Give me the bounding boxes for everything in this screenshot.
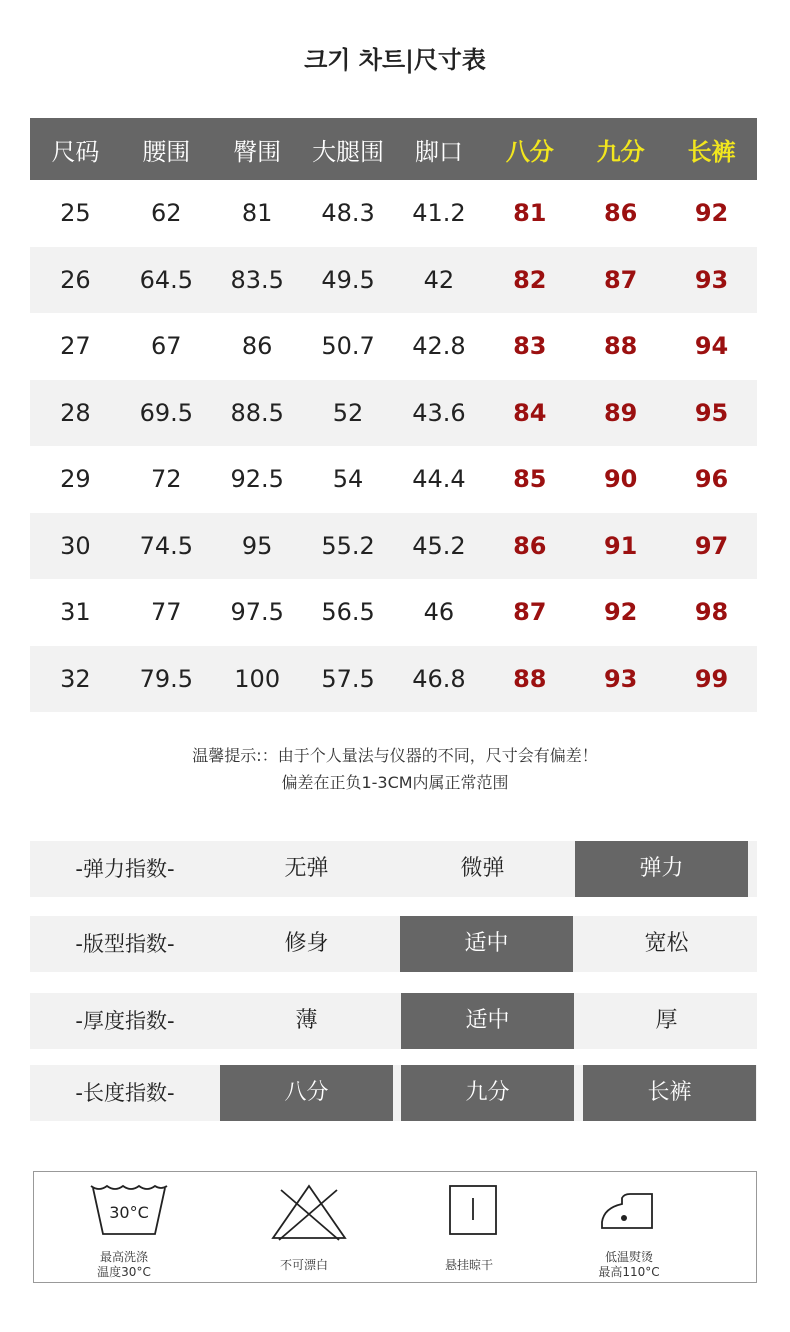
table-cell: 86 xyxy=(513,531,547,560)
length-index xyxy=(30,1065,757,1121)
table-cell: 95 xyxy=(241,531,273,560)
table-header xyxy=(30,118,757,180)
table-row xyxy=(30,513,757,580)
size-notice xyxy=(0,742,790,796)
table-cell: 25 xyxy=(60,199,91,228)
table-row xyxy=(30,646,757,713)
table-cell: 94 xyxy=(694,332,729,361)
table-cell: 42 xyxy=(423,265,455,294)
table-cell: 49.5 xyxy=(321,265,375,294)
table-cell: 64.5 xyxy=(139,265,194,294)
header-thigh: 大腿围 xyxy=(312,137,385,166)
table-cell: 87 xyxy=(603,265,638,294)
table-cell: 81 xyxy=(513,199,547,228)
table-cell: 85 xyxy=(513,465,547,494)
thickness-option-thin: 薄 xyxy=(295,1008,318,1033)
table-cell: 82 xyxy=(513,265,547,294)
table-cell: 72 xyxy=(151,465,182,494)
size-table xyxy=(30,118,757,712)
care-instructions xyxy=(33,1171,757,1283)
care-wash xyxy=(54,1172,194,1284)
table-cell: 97 xyxy=(694,531,729,560)
table-cell: 95 xyxy=(694,398,729,427)
care-wash-line-1: 最高洗涤 xyxy=(99,1250,148,1264)
table-cell: 88 xyxy=(513,664,547,693)
table-cell: 46 xyxy=(423,598,455,627)
table-row xyxy=(30,313,757,380)
wash-temp-label: 30°C xyxy=(109,1203,149,1222)
table-cell: 89 xyxy=(603,398,638,427)
table-row xyxy=(30,446,757,513)
table-cell: 56.5 xyxy=(321,598,375,627)
header-ankle-length: 九分 xyxy=(596,137,645,166)
thickness-option-thick: 厚 xyxy=(655,1008,678,1033)
table-cell: 86 xyxy=(603,199,638,228)
table-cell: 41.2 xyxy=(412,199,466,228)
fit-label: -版型指数- xyxy=(75,932,175,956)
length-option-ankle: 九分 xyxy=(401,1065,574,1121)
table-cell: 88.5 xyxy=(230,398,284,427)
table-cell: 31 xyxy=(60,598,91,627)
table-cell: 83 xyxy=(513,332,547,361)
care-iron-line-2: 最高110°C xyxy=(598,1265,660,1279)
table-cell: 90 xyxy=(603,465,638,494)
table-cell: 43.6 xyxy=(412,398,466,427)
hang-dry-icon xyxy=(434,1182,514,1242)
table-cell: 67 xyxy=(151,332,182,361)
table-row xyxy=(30,579,757,646)
elasticity-label: -弹力指数- xyxy=(75,857,175,881)
length-option-cropped: 八分 xyxy=(220,1065,393,1121)
table-cell: 97.5 xyxy=(230,598,284,627)
fit-option-loose: 宽松 xyxy=(644,931,689,956)
fit-option-slim: 修身 xyxy=(284,931,329,956)
table-cell: 74.5 xyxy=(139,531,194,560)
table-cell: 45.2 xyxy=(412,531,466,560)
header-full-length: 长裤 xyxy=(687,137,736,166)
header-cropped-length: 八分 xyxy=(505,137,554,166)
table-cell: 98 xyxy=(694,598,729,627)
table-row xyxy=(30,247,757,314)
length-option-full: 长裤 xyxy=(583,1065,756,1121)
wash-30-icon xyxy=(89,1182,169,1242)
care-iron xyxy=(559,1172,699,1284)
table-cell: 93 xyxy=(694,265,729,294)
table-cell: 54 xyxy=(332,465,364,494)
length-label: -长度指数- xyxy=(75,1081,175,1105)
header-leg-opening: 脚口 xyxy=(414,137,463,166)
no-bleach-icon xyxy=(269,1182,349,1242)
care-iron-line-1: 低温熨烫 xyxy=(604,1250,653,1264)
header-waist: 腰围 xyxy=(142,137,191,166)
table-cell: 93 xyxy=(603,664,638,693)
table-cell: 96 xyxy=(694,465,729,494)
table-cell: 69.5 xyxy=(139,398,194,427)
table-cell: 92.5 xyxy=(230,465,284,494)
table-cell: 32 xyxy=(60,664,91,693)
table-cell: 92 xyxy=(603,598,638,627)
table-cell: 44.4 xyxy=(412,465,466,494)
table-cell: 48.3 xyxy=(321,199,375,228)
notice-line-1: 温馨提示:：由于个人量法与仪器的不同，尺寸会有偏差！ xyxy=(192,746,598,765)
table-cell: 29 xyxy=(60,465,91,494)
care-bleach-line-1: 不可漂白 xyxy=(279,1258,328,1272)
low-iron-icon xyxy=(594,1182,674,1242)
table-cell: 88 xyxy=(603,332,638,361)
thickness-option-medium: 适中 xyxy=(401,993,574,1049)
table-cell: 30 xyxy=(60,531,91,560)
table-cell: 83.5 xyxy=(230,265,284,294)
table-cell: 26 xyxy=(60,265,91,294)
fit-option-regular: 适中 xyxy=(400,916,573,972)
table-cell: 27 xyxy=(60,332,91,361)
table-cell: 92 xyxy=(694,199,729,228)
table-cell: 55.2 xyxy=(321,531,375,560)
fit-index xyxy=(30,916,757,972)
table-cell: 46.8 xyxy=(412,664,466,693)
elasticity-option-slight: 微弹 xyxy=(460,856,505,881)
page-title: 크기 차트|尺寸表 xyxy=(304,46,486,74)
table-cell: 91 xyxy=(603,531,638,560)
table-cell: 79.5 xyxy=(139,664,194,693)
table-cell: 57.5 xyxy=(321,664,375,693)
table-cell: 81 xyxy=(241,199,273,228)
thickness-index xyxy=(30,993,757,1049)
care-wash-line-2: 温度30°C xyxy=(97,1265,151,1279)
elasticity-option-stretch: 弹力 xyxy=(575,841,748,897)
table-cell: 50.7 xyxy=(321,332,375,361)
elasticity-option-none: 无弹 xyxy=(284,856,329,881)
table-row xyxy=(30,380,757,447)
table-cell: 62 xyxy=(151,199,182,228)
table-cell: 28 xyxy=(60,398,91,427)
care-bleach xyxy=(234,1172,374,1284)
notice-line-2: 偏差在正负1-3CM内属正常范围 xyxy=(281,773,509,792)
care-hang-dry-line-1: 悬挂晾干 xyxy=(444,1258,493,1272)
table-cell: 87 xyxy=(513,598,547,627)
header-size: 尺码 xyxy=(51,137,100,166)
table-cell: 42.8 xyxy=(412,332,466,361)
elasticity-index xyxy=(30,841,757,897)
table-row xyxy=(30,180,757,247)
table-cell: 86 xyxy=(241,332,273,361)
table-cell: 99 xyxy=(694,664,729,693)
thickness-label: -厚度指数- xyxy=(75,1009,175,1033)
header-hip: 臀围 xyxy=(233,137,282,166)
table-cell: 52 xyxy=(332,398,364,427)
table-cell: 77 xyxy=(151,598,182,627)
table-cell: 100 xyxy=(234,664,281,693)
table-cell: 84 xyxy=(513,398,547,427)
care-hang-dry xyxy=(399,1172,539,1284)
